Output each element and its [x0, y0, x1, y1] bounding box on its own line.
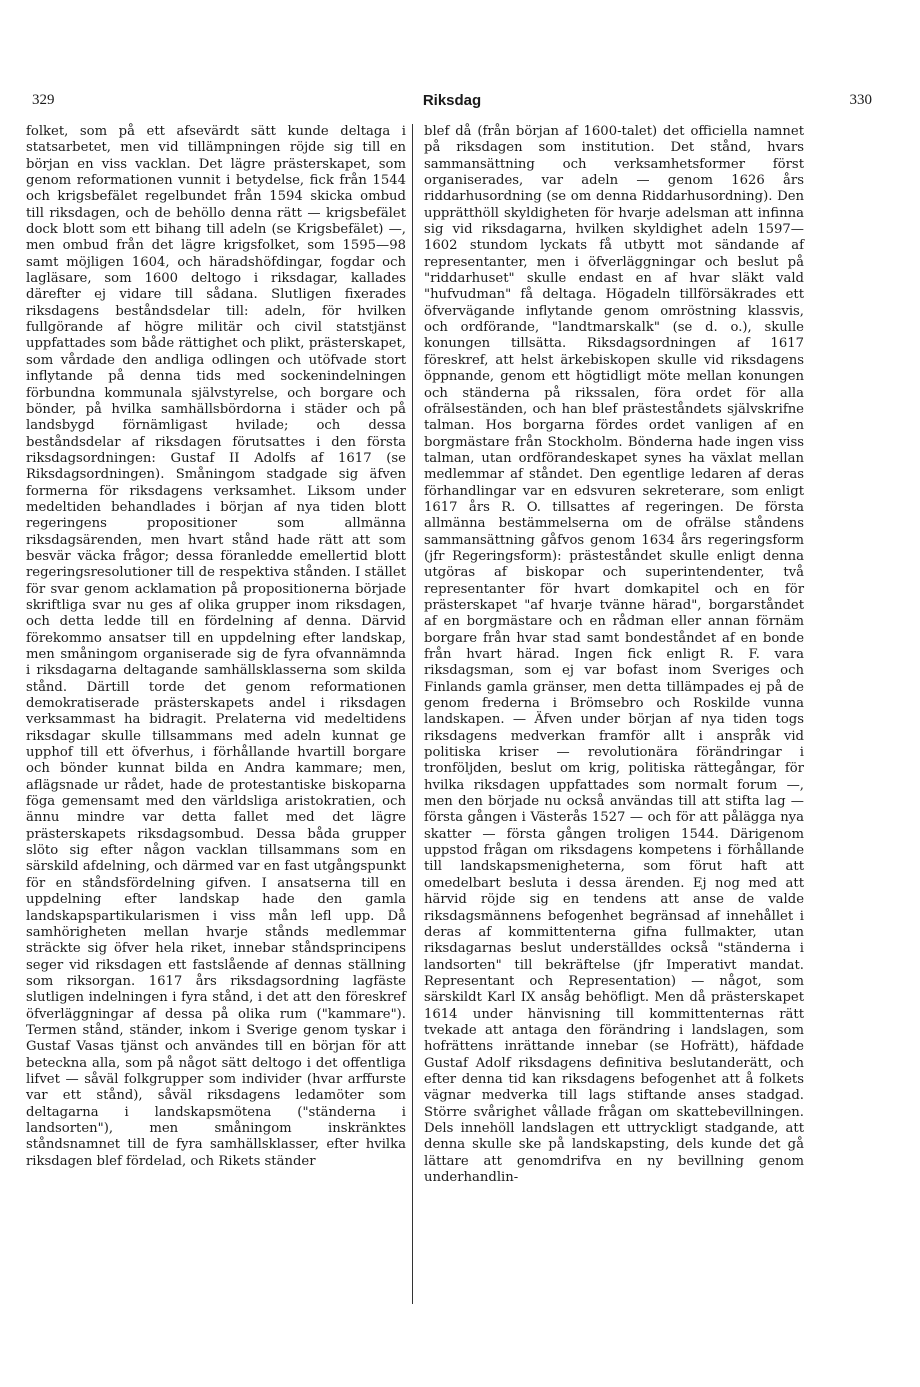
column-divider — [412, 124, 413, 1304]
page-number-left: 329 — [32, 92, 55, 108]
right-column-text: blef då (från början af 1600-talet) det officiella namnet på riksdagen som institution. Det stånd, hvars sammansättning och verksamhetsformer först organiserades, var adeln — genom 1626 års riddarhusordning (se om denna Riddarhusordning). Den upprätthöll skyldigheten för hvarje adelsman att infinna sig vid riksdagarna, hvilken skyldighet adeln 1597—1602 stundom lyckats få utbytt mot sändande af representanter, men i öfverläggningar och beslut på "riddarhuset" skulle endast en af hvar släkt vald "hufvudman" få deltaga. Högadeln tillförsäkrades ett öfvervägande inflytande genom omröstning klassvis, och ordförande, "landtmarskalk" (se d. o.), skulle konungen tillsätta. Riksdagsordningen af 1617 föreskref, att helst ärkebiskopen skulle vid riksdagens öppnande, genom ett högtidligt möte mellan konungen och ständerna på rikssalen, föra ordet för alla ofrälseständen, och han blef prästeståndets självskrifne talman. Hos borgarna fördes ordet vanligen af en borgmästare från Stockholm. Bönderna hade ingen viss talman, utan ordförandeskapet synes ha växlat mellan medlemmar af ståndet. Den egentlige ledaren af deras förhandlingar var en edsvuren sekreterare, som enligt 1617 års R. O. tillsattes af regeringen. De första allmänna bestämmelserna om de ofrälse ståndens sammansättning gåfvos genom 1634 års regeringsform (jfr Regeringsform): prästeståndet skulle enligt denna utgöras af biskopar och superintendenter, två representanter för hvart domkapitel och en för prästerskapet "af hvarje tvänne härad", borgarståndet af en borgmästare och en rådman eller annan förnäm borgare från hvar stad samt bondeståndet af en bonde från hvart härad. Ingen fick enligt R. F. vara riksdagsman, som ej var bofast inom Sveriges och Finlands gamla gränser, men detta tillämpades ej på de genom frederna i Brömsebro och Roskilde vunna landskapen. — Äfven under början af nya tiden togs riksdagens medverkan framför allt i anspråk vid politiska kriser — revolutionära förändringar i tronföljden, beslut om krig, politiska rättegångar, för hvilka riksdagen uppfattades som normalt forum —, men den började nu också användas till att stifta lag — första gången i Västerås 1527 — och för att pålägga nya skatter — första gången troligen 1544. Därigenom uppstod frågan om riksdagens kompetens i förhållande till landskapsmenigheterna, som förut haft att omedelbart besluta i dessa ärenden. Ej nog med att härvid röjde sig en tendens att anse de valde riksdagsmännens befogenhet begränsad af innehållet i deras af kommittenterna gifna fullmakter, utan riksdagarnas beslut underställdes också "ständerna i landsorten" till bekräftelse (jfr Imperativt mandat. Representant och Representation) — något, som särskildt Karl IX ansåg behöfligt. Men då prästerskapet 1614 under hänvisning till kommittenternas rätt tvekade att antaga den förändring i landslagen, som hofrättens inrättande innebar (se Hofrätt), häfdade Gustaf Adolf riksdagens definitiva beslutanderätt, och efter denna tid kan riksdagens befogenhet att å folkets vägnar medverka till lags stiftande anses stadgad. Större svårighet vållade frågan om skattebevillningen. Dels innehöll landslagen ett uttryckligt stadgande, att denna skulle ske på landskapsting, dels kunde det gå lättare att genomdrifva en ny bevillning genom underhandlin- — [424, 124, 804, 1185]
right-column — [424, 124, 804, 1186]
page-header — [32, 92, 872, 114]
left-column — [26, 124, 406, 1170]
left-column-text: folket, som på ett afsevärdt sätt kunde deltaga i statsarbetet, men vid tillämpningen röjde sig till en början en viss vacklan. Det lägre prästerskapet, som genom reformationen vunnit i betydelse, fick från 1544 och krigsbefälet regelbundet från 1594 skicka ombud till riksdagen, och de behöllo denna rätt — krigsbefälet dock blott som ett bihang till adeln (se Krigsbefälet) —, men ombud från det lägre krigsfolket, som 1595—98 samt möjligen 1604, och häradshöfdingar, fogdar och lagläsare, som 1600 deltogo i riksdagar, kallades därefter ej vidare till sådana. Slutligen fixerades riksdagens beståndsdelar till: adeln, för hvilken fullgörande af högre militär och civil statstjänst uppfattades som både rättighet och plikt, prästerskapet, som vårdade den andliga odlingen och utöfvade stort inflytande på denna tids med sockenindelningen förbundna kommunala självstyrelse, och borgare och bönder, på hvilka samhällsbördorna i städer och på landsbygd förnämligast hvilade; och dessa beståndsdelar af riksdagen förutsattes i den första riksdagsordningen: Gustaf II Adolfs af 1617 (se Riksdagsordningen). Småningom stadgade sig äfven formerna för riksdagens verksamhet. Liksom under medeltiden behandlades i början af nya tiden blott regeringens propositioner som allmänna riksdagsärenden, men hvart stånd hade rätt att som besvär väcka frågor; dessa föranledde emellertid blott regeringsresolutioner till de respektiva stånden. I stället för svar genom acklamation på propositionerna började skriftliga svar nu ges af olika grupper inom riksdagen, och detta ledde till en fördelning af denna. Därvid förekommo ansatser till en uppdelning efter landskap, men småningom organiserade sig de fyra ofvannämnda i riksdagarna deltagande samhällsklasserna som skilda stånd. Därtill torde det genom reformationen demokratiserade prästerskapets andel i riksdagen verksammast ha bidragit. Prelaterna vid medeltidens riksdagar skulle tillsammans med adeln kunnat ge upphof till ett öfverhus, i förhållande hvartill borgare och bönder kunnat bilda en Andra kammare; men, aflägsnade ur rådet, hade de protestantiske biskoparna föga gemensamt med den världsliga aristokratien, och ännu mindre var detta fallet med det lägre prästerskapets riksdagsombud. Dessa båda grupper slöto sig efter någon vacklan tillsammans som en särskild afdelning, och därmed var en fast utgångspunkt för en ståndsfördelning gifven. I ansatserna till en uppdelning efter landskap hade den gamla landskapspartikularismen i viss mån lefl upp. Då samhörigheten mellan hvarje stånds medlemmar sträckte sig öfver hela riket, innebar ståndsprincipens seger vid riksdagen ett fastslående af dennas ställning som riksorgan. 1617 års riksdagsordning lagfäste slutligen indelningen i fyra stånd, i det att den föreskref öfverläggningar af dessa på olika rum ("kammare"). Termen stånd, ständer, inkom i Sverige genom tyskar i Gustaf Vasas tjänst och användes till en början för att beteckna alla, som på något sätt deltogo i det offentliga lifvet — såväl folkgrupper som individer (hvar arffurste var ett stånd), såväl riksdagens ledamöter som deltagarna i landskapsmötena ("ständerna i landsorten"), men småningom inskränktes ståndsnamnet till de fyra samhällsklasser, efter hvilka riksdagen blef fördelad, och Rikets ständer — [26, 124, 406, 1169]
running-title: Riksdag — [422, 92, 482, 109]
page-number-right: 330 — [849, 92, 872, 108]
